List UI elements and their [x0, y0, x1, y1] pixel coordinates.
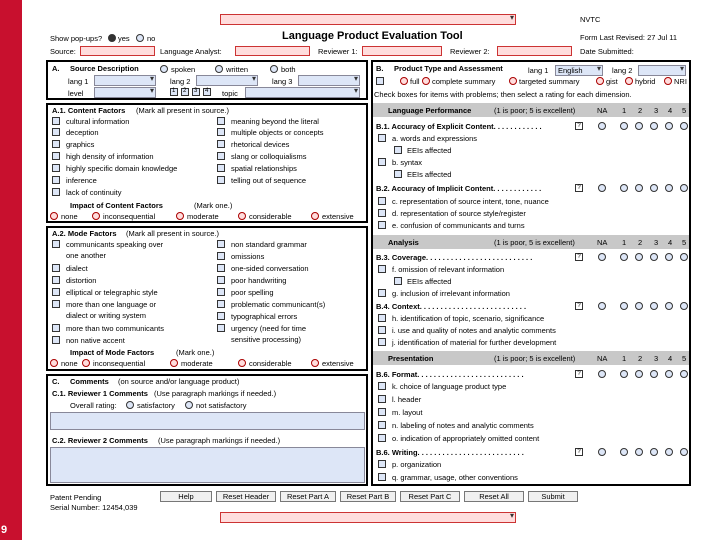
analysis-num: 3 — [654, 238, 659, 247]
a2-rating-label: extensive — [322, 359, 354, 368]
rating-radio[interactable] — [680, 122, 688, 130]
a2-left-item: one another — [66, 251, 107, 260]
gist-radio[interactable] — [596, 77, 604, 85]
a2-right-item: one-sided conversation — [231, 264, 309, 273]
targeted-summary-radio[interactable] — [509, 77, 517, 85]
b-lang1-value: English — [558, 66, 583, 75]
b3-g-label: g. inclusion of irrelevant information — [392, 289, 510, 298]
b4-j-label: j. identification of material for further development — [392, 338, 557, 347]
section-b-title: Product Type and Assessment — [394, 64, 503, 73]
b2-e-label: e. confusion of communicants and turns — [392, 221, 525, 230]
written-radio[interactable] — [215, 65, 223, 73]
a1-right-check[interactable] — [217, 140, 225, 148]
date-submitted-label: Date Submitted: — [580, 47, 634, 56]
full-radio[interactable] — [400, 77, 408, 85]
rating-radio[interactable] — [650, 448, 658, 456]
rating-radio[interactable] — [598, 302, 606, 310]
analysis-scale: (1 is poor, 5 is excellent) — [494, 238, 575, 247]
b3-f-check[interactable] — [378, 265, 386, 273]
full-label: full — [410, 77, 420, 86]
a2-right-item: omissions — [231, 252, 265, 261]
a2-right-check[interactable] — [217, 300, 225, 308]
show-popups-label: Show pop-ups? — [50, 34, 103, 43]
a2-left-check[interactable] — [52, 240, 60, 248]
rating-radio[interactable] — [635, 370, 643, 378]
a1-rating-label: inconsequential — [103, 212, 156, 221]
perf-num: 2 — [638, 106, 643, 115]
a1-left-check[interactable] — [52, 117, 60, 125]
b6-q-check[interactable] — [378, 473, 386, 481]
analysis-na: NA — [597, 238, 608, 247]
last-revised: Form Last Revised: 27 Jul 11 — [580, 33, 677, 42]
red-side-bar — [0, 0, 22, 540]
a2-impact-radio[interactable] — [170, 359, 178, 367]
a1-right-item: spatial relationships — [231, 164, 297, 173]
b3-f-eels-check[interactable] — [394, 277, 402, 285]
not-satisfactory-radio[interactable] — [185, 401, 193, 409]
level-4-num: 4 — [205, 88, 209, 94]
topic-label: topic — [222, 89, 238, 98]
b2-e-check[interactable] — [378, 221, 386, 229]
a2-left-check[interactable] — [52, 264, 60, 272]
b6-help-glyph: ? — [577, 449, 581, 455]
b5-n-label: n. labeling of notes and analytic comments — [392, 421, 534, 430]
presentation-num: 2 — [638, 354, 643, 363]
rating-radio[interactable] — [665, 448, 673, 456]
b4-h-check[interactable] — [378, 314, 386, 322]
reviewer2-comments[interactable] — [50, 447, 365, 483]
rating-radio[interactable] — [635, 302, 643, 310]
rating-radio[interactable] — [650, 370, 658, 378]
a1-right-check[interactable] — [217, 164, 225, 172]
reset-all-button[interactable]: Reset All — [464, 491, 524, 502]
b4-i-check[interactable] — [378, 326, 386, 334]
reset-header-button[interactable]: Reset Header — [216, 491, 276, 502]
perf-num: 5 — [682, 106, 687, 115]
a-lang1-select[interactable] — [94, 75, 156, 86]
b-lang2-label: lang 2 — [612, 66, 633, 75]
a2-left-item: more than two communicants — [66, 324, 164, 333]
a1-left-check[interactable] — [52, 176, 60, 184]
analyst-field[interactable] — [235, 46, 310, 56]
a2-right-item: non standard grammar — [231, 240, 307, 249]
b4-help-button[interactable] — [575, 302, 583, 310]
rating-radio[interactable] — [598, 448, 606, 456]
level-1-num: 1 — [172, 88, 176, 94]
rating-radio[interactable] — [650, 184, 658, 192]
a2-left-check[interactable] — [52, 336, 60, 344]
b1-a-label: a. words and expressions — [392, 134, 478, 143]
b1-b-label: b. syntax — [392, 158, 423, 167]
b5-help-glyph: ? — [577, 371, 581, 377]
reviewer1-label: Reviewer 1: — [318, 47, 358, 56]
b-lang1-select[interactable] — [555, 65, 603, 76]
rating-radio[interactable] — [620, 448, 628, 456]
rating-radio[interactable] — [598, 253, 606, 261]
a-lang2-select[interactable] — [196, 75, 258, 86]
level-2-num: 2 — [183, 88, 187, 94]
rating-radio[interactable] — [665, 370, 673, 378]
a2-left-check[interactable] — [52, 276, 60, 284]
rating-radio[interactable] — [680, 302, 688, 310]
a1-note: (Mark all present in source.) — [136, 106, 229, 115]
a1-impact-radio[interactable] — [311, 212, 319, 220]
a2-left-item: elliptical or telegraphic style — [66, 288, 158, 297]
b3-f-label: f. omission of relevant information — [392, 265, 505, 274]
popups-no-label: no — [147, 34, 156, 43]
b4-help-glyph: ? — [577, 303, 581, 309]
b3-title: B.3. Coverage. . . . . . . . . . . . . . . . . . . . . . . . . . — [376, 253, 533, 262]
complete-summary-label: complete summary — [432, 77, 496, 86]
serial-number: Serial Number: 12454,039 — [50, 503, 138, 512]
a-lang2-label: lang 2 — [170, 77, 191, 86]
a2-left-item: non native accent — [66, 336, 125, 345]
b1-help-button[interactable] — [575, 122, 583, 130]
rating-radio[interactable] — [620, 253, 628, 261]
a2-right-check[interactable] — [217, 288, 225, 296]
a2-right-item: typographical errors — [231, 312, 298, 321]
spoken-radio[interactable] — [160, 65, 168, 73]
a1-right-item: meaning beyond the literal — [231, 117, 319, 126]
a1-left-check[interactable] — [52, 152, 60, 160]
level-3-num: 3 — [194, 88, 198, 94]
rating-radio[interactable] — [598, 184, 606, 192]
nri-label: NRI — [674, 77, 687, 86]
analysis-num: 1 — [622, 238, 627, 247]
section-c-code: C. — [52, 377, 60, 386]
rating-radio[interactable] — [680, 370, 688, 378]
a1-left-item: high density of information — [66, 152, 154, 161]
a1-left-item: graphics — [66, 140, 95, 149]
section-b-code: B. — [376, 64, 384, 73]
b2-help-glyph: ? — [577, 185, 581, 191]
b1-a-eels-check[interactable] — [394, 146, 402, 154]
b2-c-label: c. representation of source intent, tone, nuance — [392, 197, 549, 206]
rating-radio[interactable] — [650, 122, 658, 130]
perf-num: 4 — [668, 106, 673, 115]
a1-right-check[interactable] — [217, 152, 225, 160]
perf-num: 1 — [622, 106, 627, 115]
b1-b-eels-label: EEIs affected — [407, 170, 452, 179]
a2-right-item: urgency (need for time — [231, 324, 307, 333]
both-label: both — [281, 65, 296, 74]
b4-i-label: i. use and quality of notes and analytic comments — [392, 326, 556, 335]
submit-button[interactable]: Submit — [528, 491, 578, 502]
a-lang3-label: lang 3 — [272, 77, 293, 86]
b6-p-check[interactable] — [378, 460, 386, 468]
b5-m-label: m. layout — [392, 408, 423, 417]
a2-right-check[interactable] — [217, 312, 225, 320]
b4-h-label: h. identification of topic, scenario, significance — [392, 314, 545, 323]
b-lang1-label: lang 1 — [528, 66, 549, 75]
a2-right-item: sensitive processing) — [231, 335, 302, 344]
b2-d-check[interactable] — [378, 209, 386, 217]
b5-k-check[interactable] — [378, 382, 386, 390]
a2-title: A.2. Mode Factors — [52, 229, 117, 238]
c2-note: (Use paragraph markings if needed.) — [158, 436, 281, 445]
presentation-num: 5 — [682, 354, 687, 363]
b4-title: B.4. Context. . . . . . . . . . . . . . . . . . . . . . . . . . — [376, 302, 527, 311]
a1-rating-label: extensive — [322, 212, 354, 221]
level-label: level — [68, 89, 84, 98]
rating-radio[interactable] — [620, 184, 628, 192]
reset-part-a-button[interactable]: Reset Part A — [280, 491, 336, 502]
a2-right-item: poor spelling — [231, 288, 274, 297]
b3-help-button[interactable] — [575, 253, 583, 261]
b5-l-check[interactable] — [378, 395, 386, 403]
a2-rating-label: considerable — [249, 359, 292, 368]
a2-impact-radio[interactable] — [82, 359, 90, 367]
reviewer1-field[interactable] — [362, 46, 442, 56]
b6-p-label: p. organization — [392, 460, 442, 469]
topic-select[interactable] — [245, 87, 360, 98]
perf-na: NA — [597, 106, 608, 115]
a2-rating-label: inconsequential — [93, 359, 146, 368]
a1-rating-label: considerable — [249, 212, 292, 221]
both-radio[interactable] — [270, 65, 278, 73]
presentation-num: 3 — [654, 354, 659, 363]
rating-radio[interactable] — [635, 253, 643, 261]
not-satisfactory-label: not satisfactory — [196, 401, 247, 410]
b5-n-check[interactable] — [378, 421, 386, 429]
rating-radio[interactable] — [680, 184, 688, 192]
bottom-dropdown[interactable] — [220, 512, 516, 523]
source-field[interactable] — [80, 46, 155, 56]
b1-b-check[interactable] — [378, 158, 386, 166]
level-select[interactable] — [94, 87, 156, 98]
presentation-na: NA — [597, 354, 608, 363]
a1-impact-title: Impact of Content Factors — [70, 201, 163, 210]
a2-right-check[interactable] — [217, 252, 225, 260]
b-instructions: Check boxes for items with problems; then select a rating for each dimension. — [374, 90, 632, 99]
a2-left-item: dialect or writing system — [66, 311, 147, 320]
a1-title: A.1. Content Factors — [52, 106, 126, 115]
analyst-label: Language Analyst: — [160, 47, 222, 56]
reviewer2-label: Reviewer 2: — [450, 47, 490, 56]
presentation-scale: (1 is poor; 5 is excellent) — [494, 354, 576, 363]
a1-left-item: inference — [66, 176, 97, 185]
a1-left-check[interactable] — [52, 128, 60, 136]
a2-right-item: problematic communicant(s) — [231, 300, 326, 309]
b1-title: B.1. Accuracy of Explicit Content. . . . . . . . . . . . — [376, 122, 542, 131]
a1-right-check[interactable] — [217, 128, 225, 136]
a2-left-check[interactable] — [52, 324, 60, 332]
a2-impact-note: (Mark one.) — [176, 348, 215, 357]
section-a-code: A. — [52, 64, 60, 73]
section-c-title: Comments — [70, 377, 109, 386]
b6-help-button[interactable] — [575, 448, 583, 456]
a2-left-item: more than one language or — [66, 300, 157, 309]
presentation-num: 1 — [622, 354, 627, 363]
a2-right-check[interactable] — [217, 324, 225, 332]
b-check[interactable] — [376, 77, 384, 85]
b5-help-button[interactable] — [575, 370, 583, 378]
b1-a-check[interactable] — [378, 134, 386, 142]
a2-impact-radio[interactable] — [238, 359, 246, 367]
b2-d-label: d. representation of source style/register — [392, 209, 526, 218]
a1-left-check[interactable] — [52, 164, 60, 172]
a1-right-item: rhetorical devices — [231, 140, 290, 149]
b2-c-check[interactable] — [378, 197, 386, 205]
rating-radio[interactable] — [650, 302, 658, 310]
a1-left-item: deception — [66, 128, 99, 137]
spoken-label: spoken — [171, 65, 196, 74]
rating-radio[interactable] — [620, 302, 628, 310]
a1-impact-radio[interactable] — [92, 212, 100, 220]
a2-right-check[interactable] — [217, 240, 225, 248]
written-label: written — [226, 65, 249, 74]
a2-left-check[interactable] — [52, 300, 60, 308]
a1-left-check[interactable] — [52, 140, 60, 148]
analysis-header-title: Analysis — [388, 238, 419, 247]
b6-title: B.6. Writing. . . . . . . . . . . . . . . . . . . . . . . . . . — [376, 448, 524, 457]
b6-q-label: q. grammar, usage, other conventions — [392, 473, 518, 482]
b-lang2-select[interactable] — [638, 65, 686, 76]
a2-note: (Mark all present in source.) — [126, 229, 219, 238]
rating-radio[interactable] — [665, 253, 673, 261]
b1-a-eels-label: EEIs affected — [407, 146, 452, 155]
a1-left-check[interactable] — [52, 188, 60, 196]
popups-yes-label: yes — [118, 34, 130, 43]
a1-right-item: slang or colloquialisms — [231, 152, 307, 161]
presentation-header-title: Presentation — [388, 354, 434, 363]
targeted-summary-label: targeted summary — [519, 77, 580, 86]
a2-right-check[interactable] — [217, 264, 225, 272]
rating-radio[interactable] — [680, 448, 688, 456]
reviewer2-field[interactable] — [497, 46, 572, 56]
a2-left-item: distortion — [66, 276, 97, 285]
b5-o-label: o. indication of appropriately omitted content — [392, 434, 540, 443]
rating-radio[interactable] — [598, 122, 606, 130]
a2-impact-radio[interactable] — [50, 359, 58, 367]
hybrid-label: hybrid — [635, 77, 656, 86]
a-lang1-label: lang 1 — [68, 77, 89, 86]
reset-part-b-button[interactable]: Reset Part B — [340, 491, 396, 502]
perf-num: 3 — [654, 106, 659, 115]
b5-o-check[interactable] — [378, 434, 386, 442]
a1-impact-note: (Mark one.) — [194, 201, 233, 210]
b2-help-button[interactable] — [575, 184, 583, 192]
a1-left-item: lack of continuity — [66, 188, 122, 197]
rating-radio[interactable] — [665, 122, 673, 130]
b2-title: B.2. Accuracy of Implicit Content. . . . . . . . . . . . — [376, 184, 542, 193]
b5-m-check[interactable] — [378, 408, 386, 416]
a2-right-check[interactable] — [217, 276, 225, 284]
b5-k-label: k. choice of language product type — [392, 382, 507, 391]
a2-rating-label: moderate — [181, 359, 213, 368]
overall-rating-label: Overall rating: — [70, 401, 117, 410]
a-lang3-select[interactable] — [298, 75, 360, 86]
a2-impact-radio[interactable] — [311, 359, 319, 367]
rating-radio[interactable] — [598, 370, 606, 378]
a2-rating-label: none — [61, 359, 78, 368]
rating-radio[interactable] — [680, 253, 688, 261]
a2-right-item: poor handwriting — [231, 276, 287, 285]
a2-impact-title: Impact of Mode Factors — [70, 348, 155, 357]
b1-b-eels-check[interactable] — [394, 170, 402, 178]
nvtc-label: NVTC — [580, 15, 601, 24]
top-dropdown[interactable] — [220, 14, 516, 25]
rating-radio[interactable] — [620, 370, 628, 378]
slide-number: 9 — [1, 524, 8, 536]
page-title: Language Product Evaluation Tool — [282, 30, 463, 42]
a1-impact-radio[interactable] — [176, 212, 184, 220]
a1-right-check[interactable] — [217, 176, 225, 184]
a1-right-item: telling out of sequence — [231, 176, 307, 185]
satisfactory-radio[interactable] — [126, 401, 134, 409]
a1-rating-label: none — [61, 212, 78, 221]
b3-help-glyph: ? — [577, 254, 581, 260]
c1-title: C.1. Reviewer 1 Comments — [52, 389, 148, 398]
b5-l-label: l. header — [392, 395, 422, 404]
analysis-num: 4 — [668, 238, 673, 247]
a1-rating-label: moderate — [187, 212, 219, 221]
rating-radio[interactable] — [635, 184, 643, 192]
a1-impact-radio[interactable] — [50, 212, 58, 220]
satisfactory-label: satisfactory — [137, 401, 175, 410]
rating-radio[interactable] — [665, 302, 673, 310]
analysis-num: 5 — [682, 238, 687, 247]
source-label: Source: — [50, 47, 76, 56]
patent-pending: Patent Pending — [50, 493, 102, 502]
a1-impact-radio[interactable] — [238, 212, 246, 220]
perf-header-title: Language Performance — [388, 106, 472, 115]
nri-radio[interactable] — [664, 77, 672, 85]
c2-title: C.2. Reviewer 2 Comments — [52, 436, 148, 445]
a2-left-item: communicants speaking over — [66, 240, 164, 249]
rating-radio[interactable] — [650, 253, 658, 261]
a2-left-check[interactable] — [52, 288, 60, 296]
section-a-title: Source Description — [70, 64, 139, 73]
a1-right-item: multiple objects or concepts — [231, 128, 324, 137]
a1-right-check[interactable] — [217, 117, 225, 125]
rating-radio[interactable] — [635, 122, 643, 130]
section-c-note: (on source and/or language product) — [118, 377, 240, 386]
reviewer1-comments[interactable] — [50, 412, 365, 430]
b3-g-check[interactable] — [378, 289, 386, 297]
popups-yes-radio[interactable] — [108, 34, 116, 42]
perf-scale: (1 is poor; 5 is excellent) — [494, 106, 576, 115]
a1-left-item: highly specific domain knowledge — [66, 164, 178, 173]
c1-note: (Use paragraph markings if needed.) — [154, 389, 277, 398]
b1-help-glyph: ? — [577, 123, 581, 129]
reset-part-c-button[interactable]: Reset Part C — [400, 491, 460, 502]
a2-left-item: dialect — [66, 264, 88, 273]
presentation-num: 4 — [668, 354, 673, 363]
rating-radio[interactable] — [620, 122, 628, 130]
b4-j-check[interactable] — [378, 338, 386, 346]
gist-label: gist — [606, 77, 618, 86]
complete-summary-radio[interactable] — [422, 77, 430, 85]
rating-radio[interactable] — [635, 448, 643, 456]
rating-radio[interactable] — [665, 184, 673, 192]
analysis-num: 2 — [638, 238, 643, 247]
popups-no-radio[interactable] — [136, 34, 144, 42]
help-button[interactable]: Help — [160, 491, 212, 502]
hybrid-radio[interactable] — [625, 77, 633, 85]
b5-title: B.6. Format. . . . . . . . . . . . . . . . . . . . . . . . . . — [376, 370, 524, 379]
b3-f-eels-label: EEIs affected — [407, 277, 452, 286]
a1-left-item: cultural information — [66, 117, 130, 126]
